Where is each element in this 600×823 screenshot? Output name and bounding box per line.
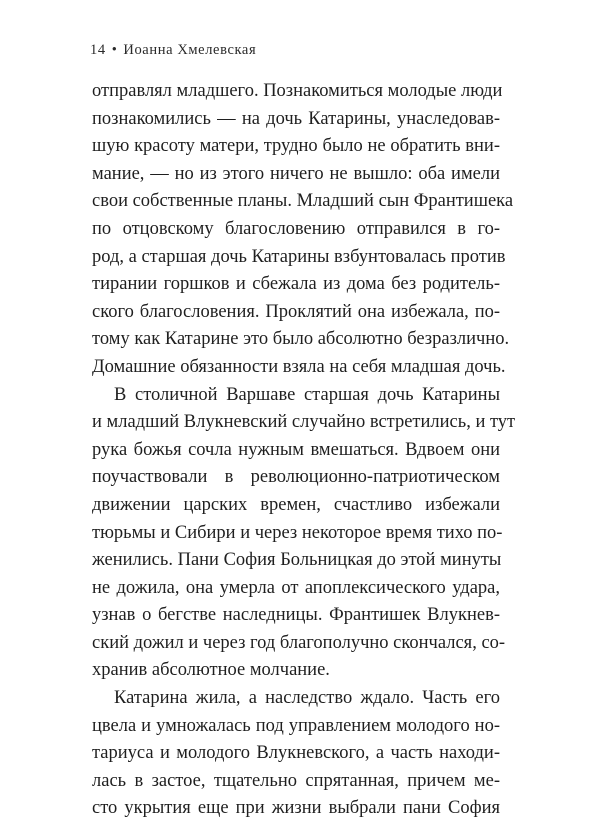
text-line: по отцовскому благословению отправился в го- (92, 218, 500, 239)
text-line: лась в застое, тщательно спрятанная, причем ме- (92, 770, 500, 791)
page-number: 14 (90, 42, 106, 58)
text-line: тюрьмы и Сибири и через некоторое время тихо по- (92, 522, 503, 543)
paragraph (92, 78, 514, 382)
text-line: Катарина жила, а наследство ждало. Часть его (114, 688, 500, 709)
running-head (90, 42, 256, 59)
text-line: женились. Пани София Больницкая до этой минуты (92, 550, 502, 571)
header-separator: • (111, 42, 118, 58)
text-line: В столичной Варшаве старшая дочь Катарины (114, 384, 500, 405)
body-text (92, 78, 516, 823)
text-line: и младший Влукневский случайно встретились, и тут (92, 412, 516, 433)
text-line: свои собственные планы. Младший сын Франтишека (92, 191, 514, 212)
text-line: поучаствовали в революционно-патриотическом (92, 467, 500, 488)
text-line: мание, — но из этого ничего не вышло: оба имели (92, 163, 500, 184)
text-line: ского благословения. Проклятий она избежала, по- (92, 301, 500, 322)
text-line: тирании горшков и сбежала из дома без родитель- (92, 274, 500, 295)
text-line: рука божья сочла нужным вмешаться. Вдвоем они (92, 439, 500, 460)
text-line: ский дожил и через год благополучно скончался, со- (92, 632, 506, 653)
paragraph (92, 685, 500, 823)
text-line: род, а старшая дочь Катарины взбунтовалась против (92, 246, 506, 267)
text-line: сто укрытия еще при жизни выбрали пани София (92, 798, 500, 819)
text-line: тому как Катарине это было абсолютно безразлично. (92, 329, 510, 350)
text-line: движении царских времен, счастливо избежали (92, 494, 500, 515)
text-line: цвела и умножалась под управлением молодого но- (92, 715, 500, 736)
text-line: хранив абсолютное молчание. (92, 660, 330, 681)
text-line: тариуса и молодого Влукневского, а часть находи- (92, 743, 500, 764)
text-line: узнав о бегстве наследницы. Франтишек Влукнев- (92, 605, 500, 626)
text-line: отправлял младшего. Познакомиться молодые люди (92, 81, 503, 101)
text-line: Домашние обязанности взяла на себя младшая дочь. (92, 356, 506, 377)
text-line: познакомились — на дочь Катарины, унаследовав- (92, 108, 500, 129)
text-line: шую красоту матери, трудно было не обратить вни- (92, 136, 500, 157)
author-name: Иоанна Хмелевская (123, 42, 257, 58)
text-line: не дожила, она умерла от апоплексического удара, (92, 577, 500, 598)
paragraph (92, 382, 516, 686)
